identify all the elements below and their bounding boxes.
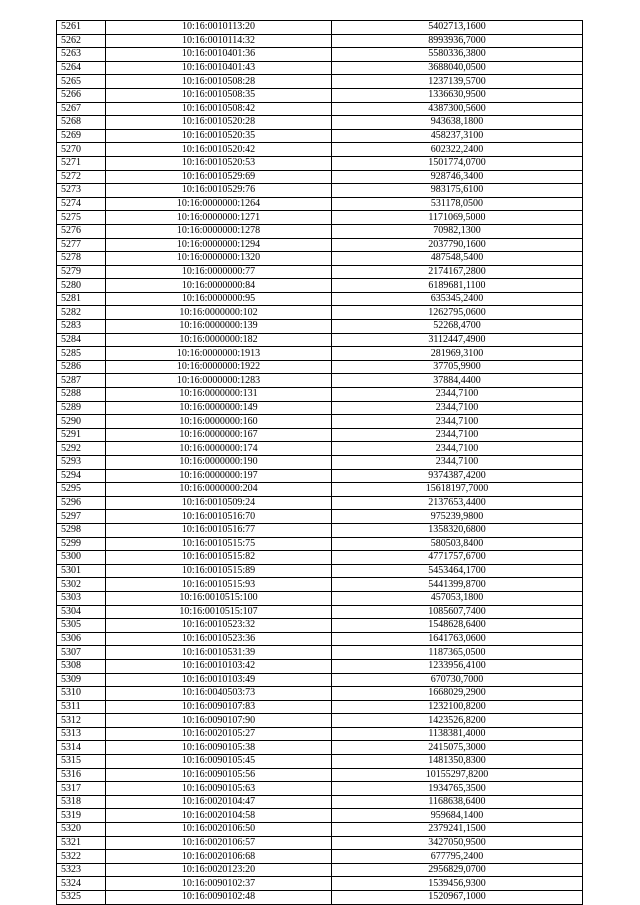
value-cell: 2037790,1600 bbox=[332, 238, 583, 252]
cadastral-number-cell: 10:16:0010520:53 bbox=[106, 156, 332, 170]
cadastral-number-cell: 10:16:0040503:73 bbox=[106, 687, 332, 701]
value-cell: 959684,1400 bbox=[332, 809, 583, 823]
table-row bbox=[57, 197, 583, 211]
table-row bbox=[57, 238, 583, 252]
table-row bbox=[57, 510, 583, 524]
cadastral-number-cell: 10:16:0020104:47 bbox=[106, 795, 332, 809]
row-number-cell: 5300 bbox=[57, 551, 106, 565]
cadastral-number-cell: 10:16:0000000:204 bbox=[106, 483, 332, 497]
value-cell: 37884,4400 bbox=[332, 374, 583, 388]
value-cell: 1233956,4100 bbox=[332, 659, 583, 673]
value-cell: 3112447,4900 bbox=[332, 333, 583, 347]
value-cell: 531178,0500 bbox=[332, 197, 583, 211]
value-cell: 1187365,0500 bbox=[332, 646, 583, 660]
table-row bbox=[57, 795, 583, 809]
value-cell: 943638,1800 bbox=[332, 116, 583, 130]
cadastral-number-cell: 10:16:0020106:57 bbox=[106, 836, 332, 850]
table-row bbox=[57, 782, 583, 796]
cadastral-number-cell: 10:16:0010103:42 bbox=[106, 659, 332, 673]
value-cell: 580503,8400 bbox=[332, 537, 583, 551]
cadastral-number-cell: 10:16:0010515:100 bbox=[106, 591, 332, 605]
row-number-cell: 5285 bbox=[57, 347, 106, 361]
table-row bbox=[57, 88, 583, 102]
row-number-cell: 5287 bbox=[57, 374, 106, 388]
cadastral-number-cell: 10:16:0010515:89 bbox=[106, 564, 332, 578]
row-number-cell: 5306 bbox=[57, 632, 106, 646]
table-row bbox=[57, 34, 583, 48]
table-row bbox=[57, 156, 583, 170]
row-number-cell: 5304 bbox=[57, 605, 106, 619]
row-number-cell: 5266 bbox=[57, 88, 106, 102]
table-row bbox=[57, 75, 583, 89]
row-number-cell: 5292 bbox=[57, 442, 106, 456]
row-number-cell: 5308 bbox=[57, 659, 106, 673]
table-row bbox=[57, 211, 583, 225]
table-row bbox=[57, 401, 583, 415]
value-cell: 2956829,0700 bbox=[332, 863, 583, 877]
cadastral-number-cell: 10:16:0000000:190 bbox=[106, 456, 332, 470]
cadastral-number-cell: 10:16:0010529:76 bbox=[106, 184, 332, 198]
row-number-cell: 5281 bbox=[57, 292, 106, 306]
row-number-cell: 5268 bbox=[57, 116, 106, 130]
value-cell: 2344,7100 bbox=[332, 388, 583, 402]
cadastral-number-cell: 10:16:0000000:167 bbox=[106, 428, 332, 442]
cadastral-number-cell: 10:16:0010531:39 bbox=[106, 646, 332, 660]
row-number-cell: 5278 bbox=[57, 252, 106, 266]
value-cell: 2137653,4400 bbox=[332, 496, 583, 510]
cadastral-number-cell: 10:16:0010103:49 bbox=[106, 673, 332, 687]
value-cell: 2344,7100 bbox=[332, 415, 583, 429]
cadastral-number-cell: 10:16:0000000:84 bbox=[106, 279, 332, 293]
table-row bbox=[57, 252, 583, 266]
value-cell: 1232100,8200 bbox=[332, 700, 583, 714]
cadastral-number-cell: 10:16:0010515:82 bbox=[106, 551, 332, 565]
row-number-cell: 5303 bbox=[57, 591, 106, 605]
value-cell: 2174167,2800 bbox=[332, 265, 583, 279]
table-row bbox=[57, 292, 583, 306]
row-number-cell: 5301 bbox=[57, 564, 106, 578]
row-number-cell: 5263 bbox=[57, 48, 106, 62]
cadastral-number-cell: 10:16:0020105:27 bbox=[106, 727, 332, 741]
value-cell: 9374387,4200 bbox=[332, 469, 583, 483]
table-row bbox=[57, 755, 583, 769]
row-number-cell: 5305 bbox=[57, 619, 106, 633]
table-row bbox=[57, 102, 583, 116]
table-row bbox=[57, 129, 583, 143]
cadastral-number-cell: 10:16:0090105:56 bbox=[106, 768, 332, 782]
table-row bbox=[57, 809, 583, 823]
row-number-cell: 5312 bbox=[57, 714, 106, 728]
row-number-cell: 5280 bbox=[57, 279, 106, 293]
row-number-cell: 5291 bbox=[57, 428, 106, 442]
row-number-cell: 5272 bbox=[57, 170, 106, 184]
row-number-cell: 5274 bbox=[57, 197, 106, 211]
value-cell: 37705,9900 bbox=[332, 360, 583, 374]
row-number-cell: 5310 bbox=[57, 687, 106, 701]
value-cell: 2344,7100 bbox=[332, 456, 583, 470]
value-cell: 1641763,0600 bbox=[332, 632, 583, 646]
cadastral-number-cell: 10:16:0090102:48 bbox=[106, 891, 332, 905]
cadastral-number-cell: 10:16:0010508:35 bbox=[106, 88, 332, 102]
row-number-cell: 5294 bbox=[57, 469, 106, 483]
value-cell: 1539456,9300 bbox=[332, 877, 583, 891]
cadastral-number-cell: 10:16:0090105:38 bbox=[106, 741, 332, 755]
value-cell: 52268,4700 bbox=[332, 320, 583, 334]
value-cell: 15618197,7000 bbox=[332, 483, 583, 497]
table-row bbox=[57, 850, 583, 864]
row-number-cell: 5261 bbox=[57, 21, 106, 35]
cadastral-number-cell: 10:16:0090105:45 bbox=[106, 755, 332, 769]
table-row bbox=[57, 442, 583, 456]
row-number-cell: 5276 bbox=[57, 224, 106, 238]
row-number-cell: 5265 bbox=[57, 75, 106, 89]
cadastral-number-cell: 10:16:0010401:43 bbox=[106, 61, 332, 75]
table-row bbox=[57, 523, 583, 537]
row-number-cell: 5262 bbox=[57, 34, 106, 48]
row-number-cell: 5293 bbox=[57, 456, 106, 470]
table-row bbox=[57, 714, 583, 728]
row-number-cell: 5283 bbox=[57, 320, 106, 334]
row-number-cell: 5284 bbox=[57, 333, 106, 347]
row-number-cell: 5286 bbox=[57, 360, 106, 374]
table-row bbox=[57, 374, 583, 388]
cadastral-number-cell: 10:16:0010114:32 bbox=[106, 34, 332, 48]
table-row bbox=[57, 143, 583, 157]
row-number-cell: 5313 bbox=[57, 727, 106, 741]
table-row bbox=[57, 279, 583, 293]
value-cell: 4387300,5600 bbox=[332, 102, 583, 116]
table-row bbox=[57, 21, 583, 35]
value-cell: 1237139,5700 bbox=[332, 75, 583, 89]
cadastral-number-cell: 10:16:0000000:1294 bbox=[106, 238, 332, 252]
cadastral-number-cell: 10:16:0000000:139 bbox=[106, 320, 332, 334]
table-row bbox=[57, 578, 583, 592]
table-row bbox=[57, 863, 583, 877]
table-row bbox=[57, 619, 583, 633]
value-cell: 1262795,0600 bbox=[332, 306, 583, 320]
value-cell: 1168638,6400 bbox=[332, 795, 583, 809]
value-cell: 2415075,3000 bbox=[332, 741, 583, 755]
row-number-cell: 5315 bbox=[57, 755, 106, 769]
value-cell: 975239,9800 bbox=[332, 510, 583, 524]
table-body bbox=[57, 21, 583, 905]
value-cell: 3688040,0500 bbox=[332, 61, 583, 75]
cadastral-number-cell: 10:16:0020106:50 bbox=[106, 823, 332, 837]
cadastral-number-cell: 10:16:0000000:182 bbox=[106, 333, 332, 347]
table-row bbox=[57, 768, 583, 782]
cadastral-number-cell: 10:16:0000000:77 bbox=[106, 265, 332, 279]
cadastral-number-cell: 10:16:0000000:149 bbox=[106, 401, 332, 415]
value-cell: 2344,7100 bbox=[332, 401, 583, 415]
table-row bbox=[57, 537, 583, 551]
row-number-cell: 5319 bbox=[57, 809, 106, 823]
table-row bbox=[57, 48, 583, 62]
cadastral-number-cell: 10:16:0000000:174 bbox=[106, 442, 332, 456]
value-cell: 487548,5400 bbox=[332, 252, 583, 266]
cadastral-number-cell: 10:16:0000000:1922 bbox=[106, 360, 332, 374]
table-row bbox=[57, 265, 583, 279]
row-number-cell: 5297 bbox=[57, 510, 106, 524]
cadastral-number-cell: 10:16:0000000:197 bbox=[106, 469, 332, 483]
table-row bbox=[57, 591, 583, 605]
row-number-cell: 5299 bbox=[57, 537, 106, 551]
row-number-cell: 5296 bbox=[57, 496, 106, 510]
cadastral-number-cell: 10:16:0090107:83 bbox=[106, 700, 332, 714]
table-row bbox=[57, 891, 583, 905]
row-number-cell: 5321 bbox=[57, 836, 106, 850]
table-row bbox=[57, 659, 583, 673]
value-cell: 1520967,1000 bbox=[332, 891, 583, 905]
table-row bbox=[57, 741, 583, 755]
table-row bbox=[57, 632, 583, 646]
table-row bbox=[57, 170, 583, 184]
cadastral-number-cell: 10:16:0010508:28 bbox=[106, 75, 332, 89]
cadastral-number-cell: 10:16:0010508:42 bbox=[106, 102, 332, 116]
value-cell: 1548628,6400 bbox=[332, 619, 583, 633]
value-cell: 70982,1300 bbox=[332, 224, 583, 238]
cadastral-number-cell: 10:16:0020106:68 bbox=[106, 850, 332, 864]
table-row bbox=[57, 61, 583, 75]
value-cell: 1501774,0700 bbox=[332, 156, 583, 170]
row-number-cell: 5279 bbox=[57, 265, 106, 279]
value-cell: 457053,1800 bbox=[332, 591, 583, 605]
cadastral-number-cell: 10:16:0010520:42 bbox=[106, 143, 332, 157]
cadastral-number-cell: 10:16:0090107:90 bbox=[106, 714, 332, 728]
value-cell: 602322,2400 bbox=[332, 143, 583, 157]
value-cell: 1138381,4000 bbox=[332, 727, 583, 741]
cadastral-number-cell: 10:16:0010516:70 bbox=[106, 510, 332, 524]
table-row bbox=[57, 428, 583, 442]
row-number-cell: 5275 bbox=[57, 211, 106, 225]
table-row bbox=[57, 823, 583, 837]
value-cell: 458237,3100 bbox=[332, 129, 583, 143]
cadastral-number-cell: 10:16:0000000:1320 bbox=[106, 252, 332, 266]
value-cell: 2344,7100 bbox=[332, 428, 583, 442]
cadastral-number-cell: 10:16:0010113:20 bbox=[106, 21, 332, 35]
cadastral-number-cell: 10:16:0010509:24 bbox=[106, 496, 332, 510]
row-number-cell: 5323 bbox=[57, 863, 106, 877]
row-number-cell: 5270 bbox=[57, 143, 106, 157]
cadastral-number-cell: 10:16:0020123:20 bbox=[106, 863, 332, 877]
row-number-cell: 5267 bbox=[57, 102, 106, 116]
row-number-cell: 5314 bbox=[57, 741, 106, 755]
cadastral-number-cell: 10:16:0010515:107 bbox=[106, 605, 332, 619]
table-row bbox=[57, 687, 583, 701]
value-cell: 5453464,1700 bbox=[332, 564, 583, 578]
table-row bbox=[57, 415, 583, 429]
cadastral-number-cell: 10:16:0010523:32 bbox=[106, 619, 332, 633]
table-row bbox=[57, 727, 583, 741]
cadastral-number-cell: 10:16:0010523:36 bbox=[106, 632, 332, 646]
table-row bbox=[57, 605, 583, 619]
cadastral-number-cell: 10:16:0000000:131 bbox=[106, 388, 332, 402]
row-number-cell: 5309 bbox=[57, 673, 106, 687]
value-cell: 6189681,1100 bbox=[332, 279, 583, 293]
row-number-cell: 5311 bbox=[57, 700, 106, 714]
row-number-cell: 5289 bbox=[57, 401, 106, 415]
value-cell: 1423526,8200 bbox=[332, 714, 583, 728]
value-cell: 1085607,7400 bbox=[332, 605, 583, 619]
value-cell: 281969,3100 bbox=[332, 347, 583, 361]
table-row bbox=[57, 551, 583, 565]
row-number-cell: 5302 bbox=[57, 578, 106, 592]
value-cell: 1668029,2900 bbox=[332, 687, 583, 701]
value-cell: 928746,3400 bbox=[332, 170, 583, 184]
cadastral-number-cell: 10:16:0000000:1271 bbox=[106, 211, 332, 225]
value-cell: 3427050,9500 bbox=[332, 836, 583, 850]
cadastral-number-cell: 10:16:0020104:58 bbox=[106, 809, 332, 823]
row-number-cell: 5273 bbox=[57, 184, 106, 198]
value-cell: 2344,7100 bbox=[332, 442, 583, 456]
value-cell: 8993936,7000 bbox=[332, 34, 583, 48]
row-number-cell: 5325 bbox=[57, 891, 106, 905]
row-number-cell: 5288 bbox=[57, 388, 106, 402]
value-cell: 635345,2400 bbox=[332, 292, 583, 306]
cadastral-number-cell: 10:16:0000000:1278 bbox=[106, 224, 332, 238]
table-row bbox=[57, 456, 583, 470]
table-row bbox=[57, 320, 583, 334]
table-row bbox=[57, 483, 583, 497]
row-number-cell: 5318 bbox=[57, 795, 106, 809]
value-cell: 10155297,8200 bbox=[332, 768, 583, 782]
row-number-cell: 5277 bbox=[57, 238, 106, 252]
value-cell: 677795,2400 bbox=[332, 850, 583, 864]
cadastral-number-cell: 10:16:0010515:75 bbox=[106, 537, 332, 551]
cadastral-number-cell: 10:16:0010515:93 bbox=[106, 578, 332, 592]
cadastral-number-cell: 10:16:0090102:37 bbox=[106, 877, 332, 891]
value-cell: 983175,6100 bbox=[332, 184, 583, 198]
table-row bbox=[57, 360, 583, 374]
value-cell: 670730,7000 bbox=[332, 673, 583, 687]
row-number-cell: 5269 bbox=[57, 129, 106, 143]
cadastral-number-cell: 10:16:0010516:77 bbox=[106, 523, 332, 537]
cadastral-number-cell: 10:16:0000000:1913 bbox=[106, 347, 332, 361]
table-row bbox=[57, 306, 583, 320]
cadastral-number-cell: 10:16:0010520:35 bbox=[106, 129, 332, 143]
cadastral-number-cell: 10:16:0000000:160 bbox=[106, 415, 332, 429]
row-number-cell: 5295 bbox=[57, 483, 106, 497]
row-number-cell: 5307 bbox=[57, 646, 106, 660]
table-row bbox=[57, 184, 583, 198]
value-cell: 1934765,3500 bbox=[332, 782, 583, 796]
row-number-cell: 5320 bbox=[57, 823, 106, 837]
value-cell: 1336630,9500 bbox=[332, 88, 583, 102]
cadastral-number-cell: 10:16:0090105:63 bbox=[106, 782, 332, 796]
table-row bbox=[57, 646, 583, 660]
table-row bbox=[57, 469, 583, 483]
row-number-cell: 5322 bbox=[57, 850, 106, 864]
value-cell: 1481350,8300 bbox=[332, 755, 583, 769]
cadastral-number-cell: 10:16:0010529:69 bbox=[106, 170, 332, 184]
value-cell: 2379241,1500 bbox=[332, 823, 583, 837]
table-row bbox=[57, 673, 583, 687]
row-number-cell: 5271 bbox=[57, 156, 106, 170]
table-row bbox=[57, 333, 583, 347]
value-cell: 5441399,8700 bbox=[332, 578, 583, 592]
table-row bbox=[57, 388, 583, 402]
cadastral-number-cell: 10:16:0000000:1264 bbox=[106, 197, 332, 211]
table-row bbox=[57, 347, 583, 361]
cadastral-number-cell: 10:16:0010401:36 bbox=[106, 48, 332, 62]
cadastral-number-cell: 10:16:0010520:28 bbox=[106, 116, 332, 130]
data-table bbox=[56, 20, 583, 905]
table-row bbox=[57, 564, 583, 578]
table-row bbox=[57, 700, 583, 714]
cadastral-number-cell: 10:16:0000000:102 bbox=[106, 306, 332, 320]
value-cell: 5580336,3800 bbox=[332, 48, 583, 62]
table-row bbox=[57, 224, 583, 238]
value-cell: 1171069,5000 bbox=[332, 211, 583, 225]
table-row bbox=[57, 116, 583, 130]
value-cell: 5402713,1600 bbox=[332, 21, 583, 35]
table-row bbox=[57, 836, 583, 850]
table-row bbox=[57, 496, 583, 510]
row-number-cell: 5298 bbox=[57, 523, 106, 537]
value-cell: 1358320,6800 bbox=[332, 523, 583, 537]
cadastral-value-table bbox=[56, 20, 583, 905]
value-cell: 4771757,6700 bbox=[332, 551, 583, 565]
row-number-cell: 5317 bbox=[57, 782, 106, 796]
row-number-cell: 5264 bbox=[57, 61, 106, 75]
row-number-cell: 5290 bbox=[57, 415, 106, 429]
row-number-cell: 5316 bbox=[57, 768, 106, 782]
cadastral-number-cell: 10:16:0000000:1283 bbox=[106, 374, 332, 388]
row-number-cell: 5324 bbox=[57, 877, 106, 891]
table-row bbox=[57, 877, 583, 891]
row-number-cell: 5282 bbox=[57, 306, 106, 320]
cadastral-number-cell: 10:16:0000000:95 bbox=[106, 292, 332, 306]
